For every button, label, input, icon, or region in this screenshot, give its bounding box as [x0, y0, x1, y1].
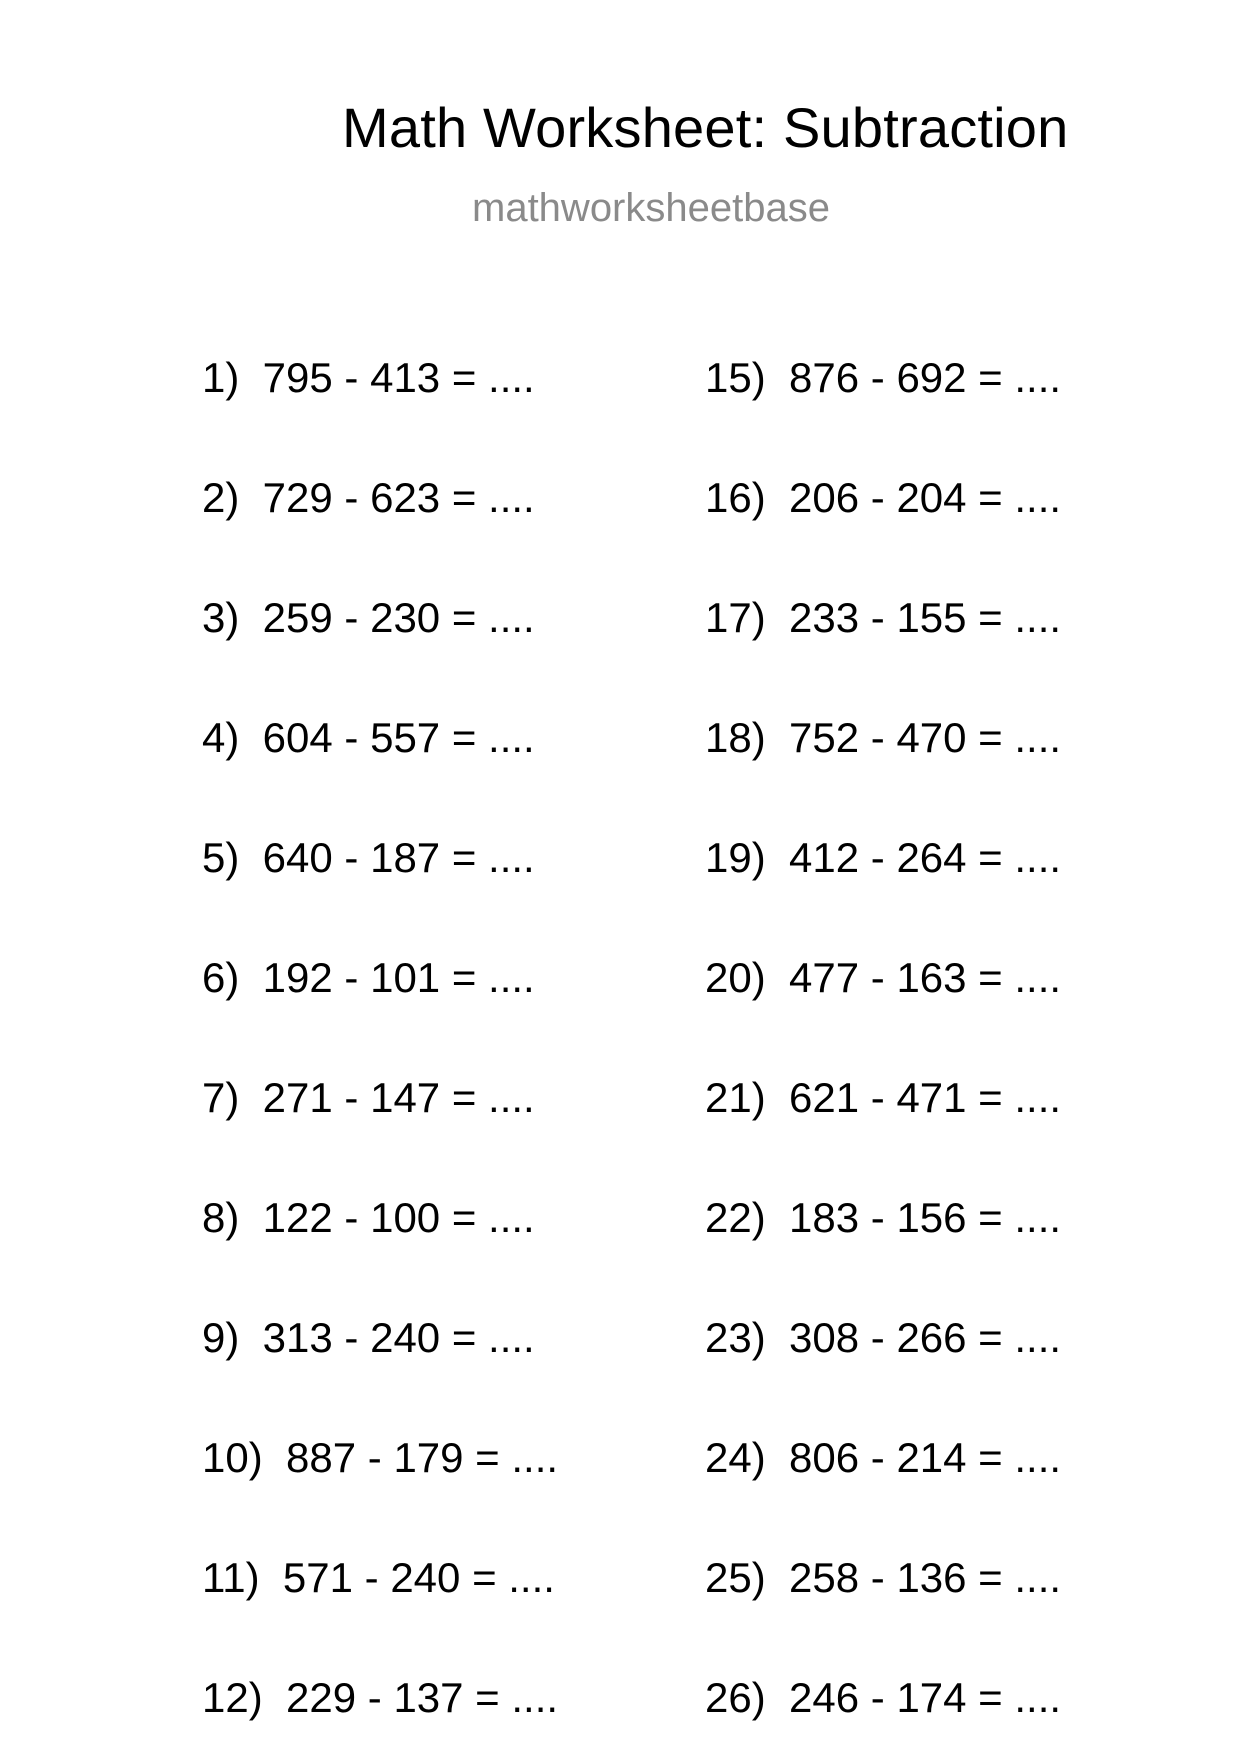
worksheet-title: Math Worksheet: Subtraction — [342, 96, 1069, 159]
problem-16: 16) 206 - 204 = .... — [705, 474, 1062, 521]
problem-15: 15) 876 - 692 = .... — [705, 354, 1062, 401]
problem-6: 6) 192 - 101 = .... — [202, 954, 535, 1001]
problem-10: 10) 887 - 179 = .... — [202, 1434, 559, 1481]
problem-4: 4) 604 - 557 = .... — [202, 714, 535, 761]
problem-3: 3) 259 - 230 = .... — [202, 594, 535, 641]
problem-26: 26) 246 - 174 = .... — [705, 1674, 1062, 1721]
problem-8: 8) 122 - 100 = .... — [202, 1194, 535, 1241]
problem-23: 23) 308 - 266 = .... — [705, 1314, 1062, 1361]
problem-19: 19) 412 - 264 = .... — [705, 834, 1062, 881]
problem-7: 7) 271 - 147 = .... — [202, 1074, 535, 1121]
worksheet-source: mathworksheetbase — [472, 186, 830, 230]
problem-21: 21) 621 - 471 = .... — [705, 1074, 1062, 1121]
problem-25: 25) 258 - 136 = .... — [705, 1554, 1062, 1601]
problem-18: 18) 752 - 470 = .... — [705, 714, 1062, 761]
problem-11: 11) 571 - 240 = .... — [202, 1554, 555, 1601]
problem-22: 22) 183 - 156 = .... — [705, 1194, 1062, 1241]
problem-5: 5) 640 - 187 = .... — [202, 834, 535, 881]
problem-17: 17) 233 - 155 = .... — [705, 594, 1062, 641]
problem-9: 9) 313 - 240 = .... — [202, 1314, 535, 1361]
problem-20: 20) 477 - 163 = .... — [705, 954, 1062, 1001]
problem-2: 2) 729 - 623 = .... — [202, 474, 535, 521]
problem-12: 12) 229 - 137 = .... — [202, 1674, 559, 1721]
problem-24: 24) 806 - 214 = .... — [705, 1434, 1062, 1481]
problem-1: 1) 795 - 413 = .... — [202, 354, 535, 401]
